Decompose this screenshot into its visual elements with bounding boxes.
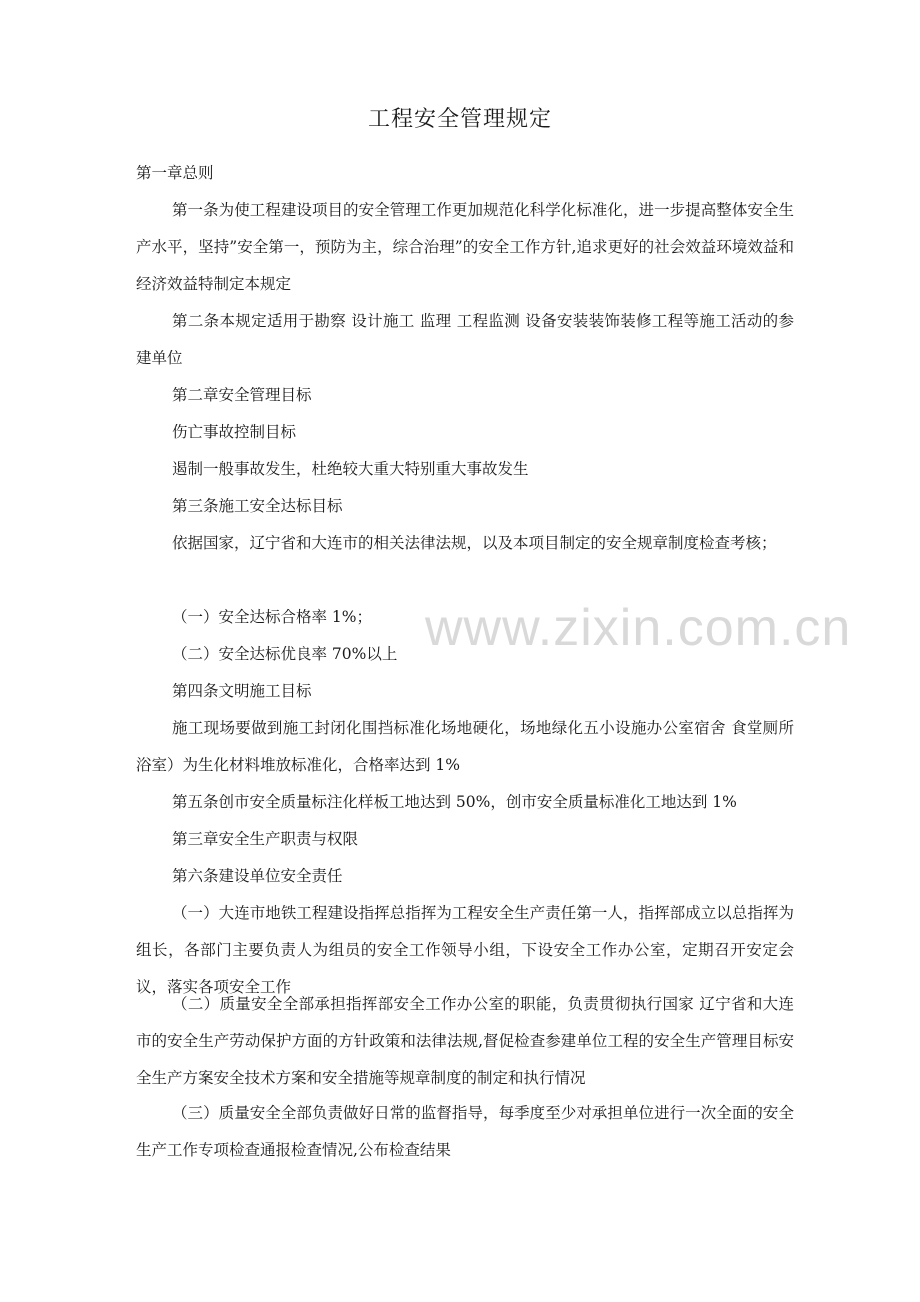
article-4: 第四条文明施工目标 (172, 682, 312, 700)
article-6-item-3: （三）质量安全全部负责做好日常的监督指导，每季度至少对承担单位进行一次全面的安全生产工作专项检查通报检查情况,公布检查结果 (136, 1104, 794, 1159)
article-2: 第二条本规定适用于勘察 设计施工 监理 工程监测 设备安装装饰装修工程等施工活动的参建单位 (136, 312, 794, 367)
article-5: 第五条创市安全质量标注化样板工地达到 50%，创市安全质量标准化工地达到 1% (172, 793, 737, 811)
chapter-1-heading: 第一章总则 (136, 164, 214, 182)
accident-prevention-text: 遏制一般事故发生，杜绝较大重大特别重大事故发生 (172, 460, 529, 478)
article-6: 第六条建设单位安全责任 (172, 867, 343, 885)
article-3: 第三条施工安全达标目标 (172, 497, 343, 515)
document-title: 工程安全管理规定 (367, 107, 552, 132)
watermark: www.zixin.com.cn (425, 599, 852, 657)
article-6-item-2: （二）质量安全全部承担指挥部安全工作办公室的职能，负责贯彻执行国家 辽宁省和大连市的安全生产劳动保护方面的方针政策和法律法规,督促检查参建单位工程的安全生产管理目标安全生产方案安全技术方案和安全措施等规章制度的制定和执行情况 (136, 995, 794, 1087)
article-6-item-1: （一）大连市地铁工程建设指挥总指挥为工程安全生产责任第一人，指挥部成立以总指挥为组长，各部门主要负责人为组员的安全工作领导小组，下设安全工作办公室，定期召开安定会议，落实各项安全工作 (136, 904, 794, 996)
chapter-2-heading: 第二章安全管理目标 (172, 386, 312, 404)
safety-excellent-rate: （二）安全达标优良率 70%以上 (172, 645, 398, 663)
article-1: 第一条为使工程建设项目的安全管理工作更加规范化科学化标准化，进一步提高整体安全生产水平，坚持”安全第一，预防为主，综合治理”的安全工作方针,追求更好的社会效益环境效益和经济效益特制定本规定 (136, 201, 794, 293)
article-3-basis: 依据国家，辽宁省和大连市的相关法律法规，以及本项目制定的安全规章制度检查考核； (172, 534, 777, 552)
article-4-detail: 施工现场要做到施工封闭化围挡标准化场地硬化，场地绿化五小设施办公室宿舍 食堂厕所 浴室）为生化材料堆放标准化，合格率达到 1% (136, 719, 794, 774)
safety-pass-rate: （一）安全达标合格率 1%； (172, 608, 373, 626)
casualty-control-target: 伤亡事故控制目标 (172, 423, 297, 441)
chapter-3-heading: 第三章安全生产职责与权限 (172, 830, 359, 848)
